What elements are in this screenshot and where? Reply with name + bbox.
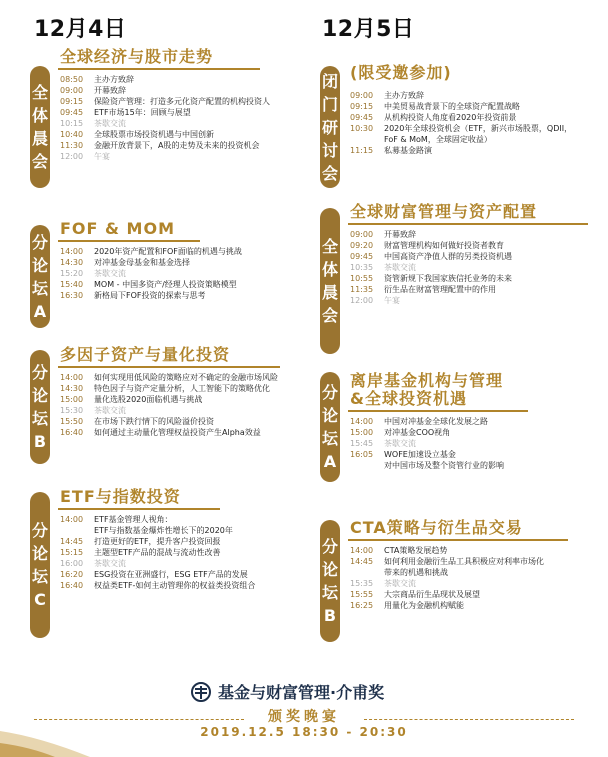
agenda-topic: 2020年资产配置和FOF面临的机遇与挑战 xyxy=(94,247,242,256)
session-title-line: 离岸基金机构与管理 xyxy=(350,371,504,390)
session-title-underline xyxy=(58,240,200,242)
agenda-time: 09:20 xyxy=(350,241,374,250)
agenda-item xyxy=(60,290,242,301)
session-tag xyxy=(320,208,340,354)
agenda-time: 16:25 xyxy=(350,601,374,610)
session-title xyxy=(60,488,181,506)
agenda-list xyxy=(60,514,255,591)
agenda-time: 15:45 xyxy=(350,439,374,448)
agenda-topic: 用量化为金融机构赋能 xyxy=(384,601,464,610)
session-title xyxy=(60,346,230,364)
session-tag-char: A xyxy=(33,301,47,321)
agenda-topic: ETF市场15年：回顾与展望 xyxy=(94,108,191,117)
agenda-topic: 主办方致辞 xyxy=(384,91,424,100)
agenda-topic: 财富管理机构如何做好投资者教育 xyxy=(384,241,504,250)
agenda-time: 16:40 xyxy=(60,428,84,437)
agenda-topic: 开幕致辞 xyxy=(94,86,126,95)
agenda-break xyxy=(350,262,512,273)
session-title xyxy=(350,372,503,408)
agenda-time: 14:00 xyxy=(60,515,84,524)
agenda-time: 11:30 xyxy=(60,141,84,150)
agenda-item xyxy=(350,427,504,438)
agenda-topic: 2020年全球投资机会（ETF，新兴市场股票，QDII， xyxy=(384,124,573,133)
session-title-line: (限受邀参加) xyxy=(350,63,452,82)
agenda-time: 10:30 xyxy=(350,124,374,133)
agenda-topic: 茶歇交流 xyxy=(94,559,126,568)
agenda-break xyxy=(350,295,512,306)
agenda-topic: 茶歇交流 xyxy=(94,406,126,415)
agenda-time: 14:00 xyxy=(350,417,374,426)
agenda-break xyxy=(60,268,242,279)
agenda-break xyxy=(350,578,544,589)
session-tag xyxy=(30,350,50,464)
session-tag-char: 全 xyxy=(31,83,48,102)
session-title-line: 全球经济与股市走势 xyxy=(60,47,214,66)
session-title-line: 全球财富管理与资产配置 xyxy=(350,202,538,221)
agenda-time: 09:45 xyxy=(350,113,374,122)
agenda-item xyxy=(60,427,278,438)
session-tag-char: 闭 xyxy=(321,71,338,91)
session-title-underline xyxy=(58,68,260,70)
session-title xyxy=(60,220,175,238)
agenda-topic: 如何利用金融衍生品工具积极应对利率市场化 xyxy=(384,557,544,566)
agenda-list xyxy=(350,545,544,611)
agenda-item xyxy=(60,525,255,536)
agenda-topic: 带来的机遇和挑战 xyxy=(384,568,448,577)
award-logo-icon xyxy=(191,682,211,702)
session-tag-char: 会 xyxy=(321,306,338,325)
agenda-time: 12:00 xyxy=(60,152,84,161)
session-tag-char: 坛 xyxy=(31,409,48,428)
session-title xyxy=(350,64,452,82)
session-tag-char: 体 xyxy=(321,260,338,279)
agenda-topic: MOM - 中国多资产/经理人投资策略模型 xyxy=(94,280,237,289)
agenda-item xyxy=(350,284,512,295)
session-tag-char: 论 xyxy=(321,406,338,425)
agenda-item xyxy=(60,279,242,290)
session-title-line: ETF与指数投资 xyxy=(60,487,181,506)
session-tag-char: 研 xyxy=(321,117,338,137)
session-title-line: 多因子资产与量化投资 xyxy=(60,345,231,364)
session-title xyxy=(350,519,523,537)
agenda-list xyxy=(60,74,270,162)
agenda-item xyxy=(350,600,544,611)
session-tag-char: 全 xyxy=(321,237,338,256)
agenda-item xyxy=(350,112,572,123)
agenda-item xyxy=(60,536,255,547)
agenda-topic: 大宗商品衍生品现状及展望 xyxy=(384,590,480,599)
session-title-line: CTA策略与衍生品交易 xyxy=(350,518,523,537)
agenda-topic: 对冲基金母基金和基金选择 xyxy=(94,258,190,267)
session-tag-char: 晨 xyxy=(321,283,338,302)
agenda-time xyxy=(60,525,94,536)
agenda-break xyxy=(60,558,255,569)
corner-decoration xyxy=(0,717,120,757)
day1-title: 12月4日 xyxy=(34,17,127,42)
agenda-topic: 对中国市场及整个资管行业的影响 xyxy=(384,461,504,470)
agenda-time: 15:00 xyxy=(60,395,84,404)
session-title-underline xyxy=(58,366,280,368)
agenda-list xyxy=(350,90,572,156)
agenda-item xyxy=(350,134,572,145)
session-title-line: FOF & MOM xyxy=(60,219,175,238)
agenda-time: 09:00 xyxy=(350,230,374,239)
session-tag-char: 讨 xyxy=(321,140,338,160)
session-tag-char: B xyxy=(323,606,337,625)
gala-date: 2019.12.5 18:30 - 20:30 xyxy=(200,725,408,739)
agenda-item xyxy=(60,96,270,107)
agenda-time: 09:45 xyxy=(350,252,374,261)
agenda-list xyxy=(60,372,278,438)
agenda-topic: 全球股票市场投资机遇与中国创新 xyxy=(94,130,214,139)
agenda-item xyxy=(60,416,278,427)
agenda-time: 14:30 xyxy=(60,384,84,393)
agenda-topic: 打造更好的ETF，提升客户投资回报 xyxy=(94,537,221,546)
agenda-time: 14:00 xyxy=(60,373,84,382)
agenda-topic: 主办方致辞 xyxy=(94,75,134,84)
session-tag xyxy=(30,225,50,328)
agenda-topic: 中美贸易战背景下的全球资产配置战略 xyxy=(384,102,520,111)
agenda-topic: 资管新规下我国家族信托业务的未来 xyxy=(384,274,512,283)
agenda-time: 14:45 xyxy=(60,537,84,546)
agenda-time: 11:35 xyxy=(350,285,374,294)
agenda-item xyxy=(60,383,278,394)
agenda-topic: 中国高资产净值人群的另类投资机遇 xyxy=(384,252,512,261)
session-tag-char: 坛 xyxy=(31,278,48,298)
agenda-topic: 中国对冲基金全球化发展之路 xyxy=(384,417,488,426)
agenda-item xyxy=(350,449,504,460)
session-title xyxy=(350,203,537,221)
session-tag-char: 晨 xyxy=(31,129,48,148)
session-title-line: &全球投资机遇 xyxy=(350,389,467,408)
agenda-topic: CTA策略发展趋势 xyxy=(384,546,448,555)
agenda-item xyxy=(350,567,544,578)
agenda-item xyxy=(60,394,278,405)
agenda-time: 16:05 xyxy=(350,450,374,459)
agenda-topic: ETF与指数基金爆炸性增长下的2020年 xyxy=(94,526,233,535)
agenda-time: 14:00 xyxy=(60,247,84,256)
session-tag-char: 分 xyxy=(321,383,338,402)
agenda-time: 09:45 xyxy=(60,108,84,117)
agenda-time: 16:20 xyxy=(60,570,84,579)
agenda-topic: 权益类ETF-如何主动管理你的权益类投资组合 xyxy=(94,581,256,590)
agenda-item xyxy=(60,129,270,140)
agenda-item xyxy=(350,229,512,240)
agenda-topic: 开幕致辞 xyxy=(384,230,416,239)
agenda-item xyxy=(350,251,512,262)
session-tag-char: 论 xyxy=(31,544,48,563)
agenda-time: 09:15 xyxy=(60,97,84,106)
session-tag-char: A xyxy=(323,452,337,471)
agenda-item xyxy=(350,460,504,471)
agenda-item xyxy=(350,545,544,556)
session-tag-char: C xyxy=(34,590,46,609)
agenda-break xyxy=(350,438,504,449)
agenda-topic: 对冲基金COO视角 xyxy=(384,428,451,437)
agenda-item xyxy=(350,240,512,251)
session-tag xyxy=(30,66,50,188)
agenda-topic: 如何通过主动量化管理权益投资产生Alpha效益 xyxy=(94,428,261,437)
agenda-topic: 午宴 xyxy=(94,152,110,161)
agenda-time: 10:40 xyxy=(60,130,84,139)
agenda-item xyxy=(60,85,270,96)
agenda-topic: 私募基金路演 xyxy=(384,146,432,155)
agenda-item xyxy=(60,569,255,580)
agenda-topic: WOFE加速设立基金 xyxy=(384,450,456,459)
day2-title: 12月5日 xyxy=(322,17,415,42)
agenda-topic: ESG投资在亚洲盛行，ESG ETF产品的发展 xyxy=(94,570,248,579)
session-tag-char: 坛 xyxy=(321,429,338,448)
agenda-item xyxy=(350,123,572,134)
agenda-item xyxy=(60,246,242,257)
agenda-item xyxy=(60,140,270,151)
agenda-time: 15:15 xyxy=(60,548,84,557)
session-tag-char: 会 xyxy=(31,152,48,171)
gala-title: 颁奖晚宴 xyxy=(268,709,340,725)
session-title-underline xyxy=(58,508,220,510)
session-title-underline xyxy=(348,223,588,225)
agenda-topic: 主题型ETF产品的混战与流动性改善 xyxy=(94,548,221,557)
agenda-item xyxy=(60,547,255,558)
agenda-item xyxy=(350,90,572,101)
agenda-time: 16:00 xyxy=(60,559,84,568)
agenda-time: 14:30 xyxy=(60,258,84,267)
agenda-item xyxy=(350,416,504,427)
agenda-list xyxy=(60,246,242,301)
agenda-break xyxy=(60,118,270,129)
agenda-item xyxy=(350,101,572,112)
agenda-time: 15:35 xyxy=(350,579,374,588)
agenda-topic: 如何实现用低风险的策略应对不确定的金融市场风险 xyxy=(94,373,278,382)
agenda-topic: ETF基金管理人视角： xyxy=(94,515,173,524)
agenda-topic: 茶歇交流 xyxy=(384,263,416,272)
session-tag xyxy=(320,520,340,642)
session-tag-char: 论 xyxy=(321,560,338,579)
agenda-list xyxy=(350,416,504,471)
agenda-topic: 午宴 xyxy=(384,296,400,305)
agenda-item xyxy=(350,589,544,600)
session-tag-char: 分 xyxy=(31,521,48,540)
session-tag-char: 体 xyxy=(31,106,48,125)
session-title-underline xyxy=(348,410,528,412)
session-title xyxy=(60,48,213,66)
agenda-topic: 量化选股2020面临机遇与挑战 xyxy=(94,395,203,404)
agenda-time: 15:50 xyxy=(60,417,84,426)
agenda-topic: 衍生品在财富管理配置中的作用 xyxy=(384,285,496,294)
agenda-topic: 金融开放背景下，A股的走势及未来的投资机会 xyxy=(94,141,260,150)
agenda-time: 14:45 xyxy=(350,557,374,566)
agenda-topic: 茶歇交流 xyxy=(94,269,126,278)
session-tag-char: 坛 xyxy=(321,583,338,602)
agenda-list xyxy=(350,229,512,306)
agenda-time: 12:00 xyxy=(350,296,374,305)
agenda-time xyxy=(350,134,384,145)
agenda-item xyxy=(350,273,512,284)
agenda-time xyxy=(350,460,384,471)
session-tag-char: 分 xyxy=(31,232,48,252)
agenda-topic: 从机构投资人角度看2020年投资前景 xyxy=(384,113,517,122)
agenda-time: 10:55 xyxy=(350,274,374,283)
agenda-topic: 茶歇交流 xyxy=(94,119,126,128)
agenda-item xyxy=(60,107,270,118)
session-tag-char: 坛 xyxy=(31,567,48,586)
agenda-topic: 茶歇交流 xyxy=(384,439,416,448)
session-tag-char: 会 xyxy=(321,163,338,183)
agenda-time: 09:00 xyxy=(350,91,374,100)
agenda-time: 10:35 xyxy=(350,263,374,272)
agenda-item xyxy=(60,580,255,591)
agenda-time: 15:00 xyxy=(350,428,374,437)
agenda-time: 14:00 xyxy=(350,546,374,555)
agenda-time: 16:40 xyxy=(60,581,84,590)
agenda-topic: 特色因子与资产定量分析，人工智能下的策略优化 xyxy=(94,384,270,393)
agenda-item xyxy=(350,145,572,156)
agenda-topic: 在市场下跌行情下的风险溢价投资 xyxy=(94,417,214,426)
agenda-time xyxy=(350,567,384,578)
agenda-break xyxy=(60,151,270,162)
agenda-item xyxy=(350,556,544,567)
agenda-time: 15:55 xyxy=(350,590,374,599)
agenda-item xyxy=(60,372,278,383)
agenda-time: 16:30 xyxy=(60,291,84,300)
award-name: 基金与财富管理·介甫奖 xyxy=(218,683,385,702)
agenda-item xyxy=(60,74,270,85)
agenda-time: 09:15 xyxy=(350,102,374,111)
agenda-topic: 保险资产管理：打造多元化资产配置的机构投资人 xyxy=(94,97,270,106)
agenda-topic: 茶歇交流 xyxy=(384,579,416,588)
agenda-time: 15:40 xyxy=(60,280,84,289)
session-tag xyxy=(320,66,340,188)
agenda-item xyxy=(60,514,255,525)
agenda-item xyxy=(60,257,242,268)
agenda-time: 15:20 xyxy=(60,269,84,278)
agenda-time: 11:15 xyxy=(350,146,374,155)
agenda-topic: FoF & MoM，全球固定收益） xyxy=(384,135,492,144)
session-tag-char: 论 xyxy=(31,386,48,405)
session-tag xyxy=(320,372,340,482)
session-tag-char: B xyxy=(33,432,47,451)
agenda-break xyxy=(60,405,278,416)
session-tag-char: 门 xyxy=(321,94,338,114)
session-tag-char: 分 xyxy=(321,537,338,556)
agenda-time: 09:00 xyxy=(60,86,84,95)
agenda-topic: 新格局下FOF投资的探索与思考 xyxy=(94,291,206,300)
agenda-time: 15:30 xyxy=(60,406,84,415)
agenda-time: 08:50 xyxy=(60,75,84,84)
session-tag-char: 论 xyxy=(31,255,48,275)
agenda-time: 10:15 xyxy=(60,119,84,128)
session-tag-char: 分 xyxy=(31,363,48,382)
session-title-underline xyxy=(348,539,568,541)
session-tag xyxy=(30,492,50,638)
